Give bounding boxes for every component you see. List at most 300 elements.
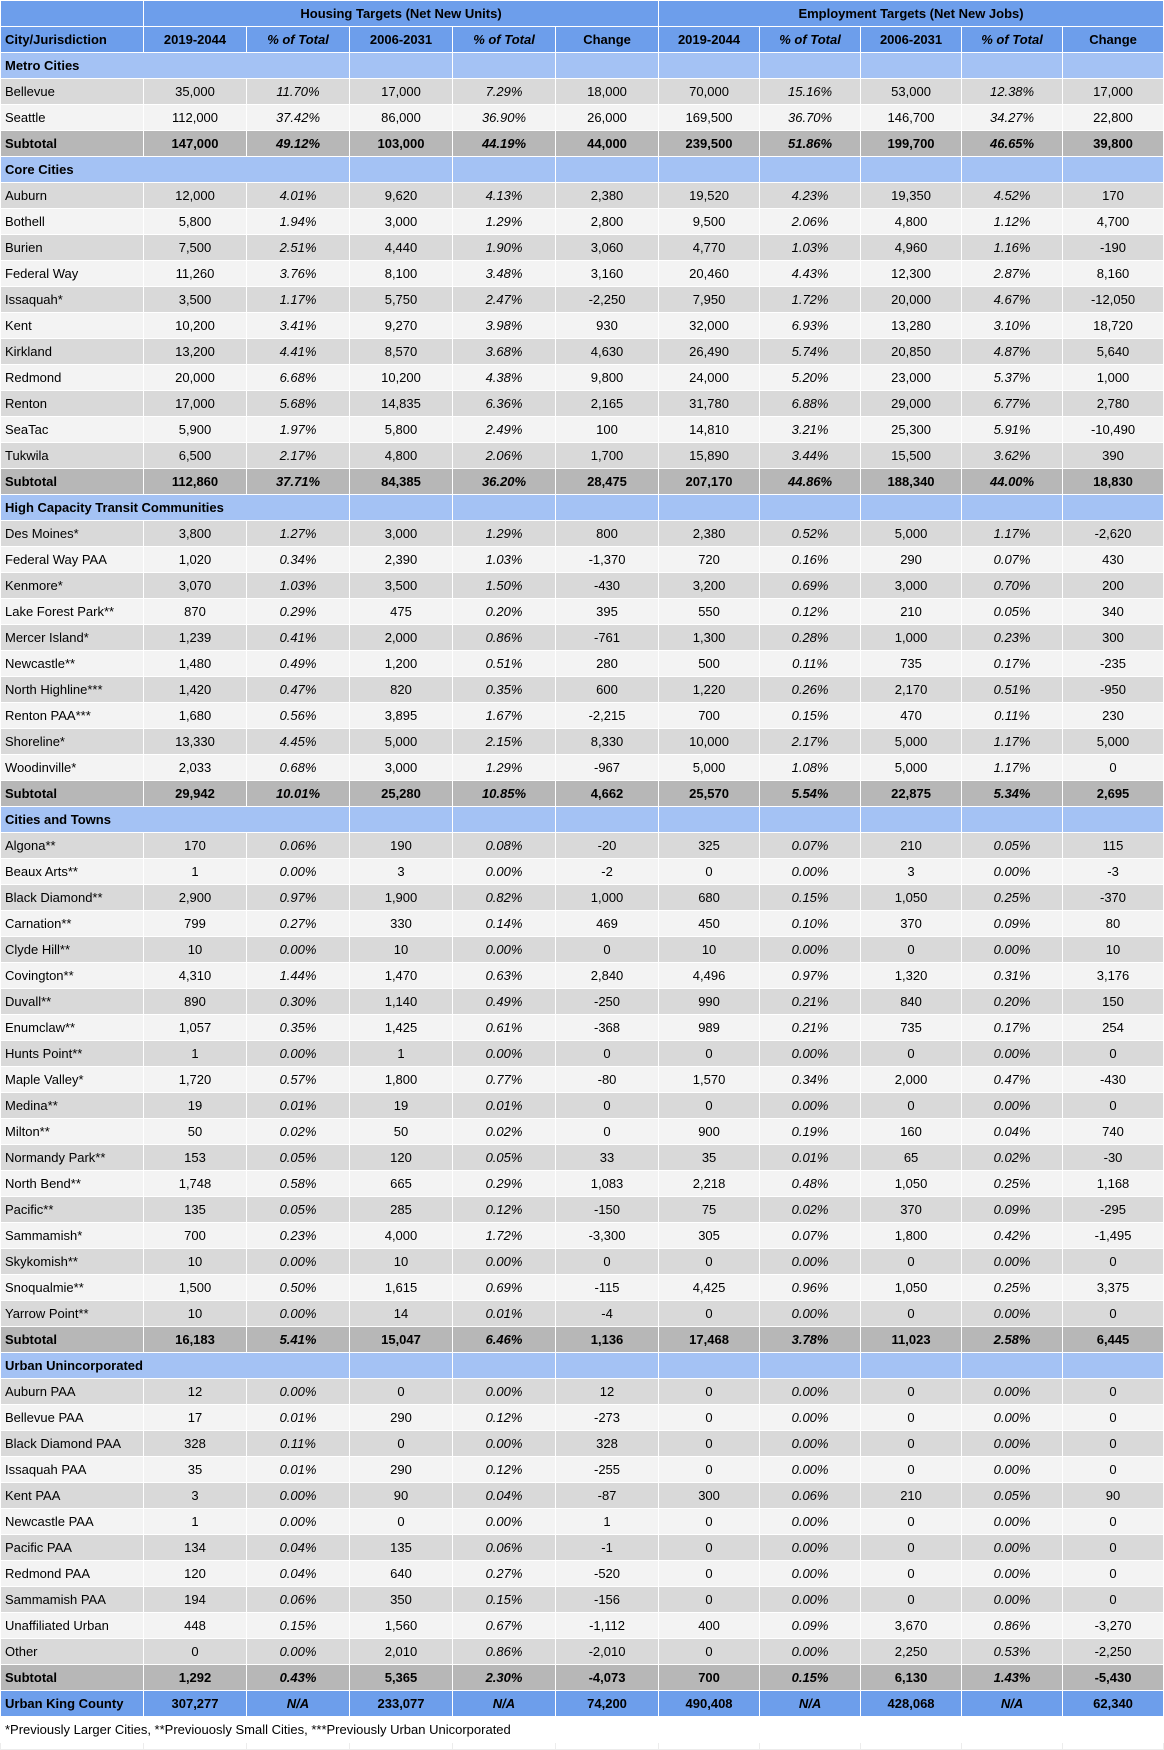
value-cell[interactable]: 0.49% — [453, 989, 556, 1015]
city-cell[interactable]: Duvall** — [1, 989, 144, 1015]
value-cell[interactable]: 1.29% — [453, 209, 556, 235]
city-cell[interactable]: Hunts Point** — [1, 1041, 144, 1067]
value-cell[interactable]: 2,800 — [556, 209, 659, 235]
value-cell[interactable]: 0 — [556, 1093, 659, 1119]
value-cell[interactable]: 1.72% — [453, 1223, 556, 1249]
value-cell[interactable]: 19 — [144, 1093, 247, 1119]
value-cell[interactable]: 169,500 — [659, 105, 760, 131]
value-cell[interactable]: 0 — [659, 1457, 760, 1483]
value-cell[interactable]: 1.90% — [453, 235, 556, 261]
value-cell[interactable]: 9,620 — [350, 183, 453, 209]
value-cell[interactable]: 3.98% — [453, 313, 556, 339]
value-cell[interactable]: 1,615 — [350, 1275, 453, 1301]
value-cell[interactable]: 0.51% — [962, 677, 1063, 703]
empty-cell[interactable] — [556, 53, 659, 79]
value-cell[interactable]: 50 — [350, 1119, 453, 1145]
value-cell[interactable]: 0 — [659, 1249, 760, 1275]
value-cell[interactable]: 640 — [350, 1561, 453, 1587]
value-cell[interactable]: 0.70% — [962, 573, 1063, 599]
value-cell[interactable]: 1.72% — [760, 287, 861, 313]
value-cell[interactable]: 3,895 — [350, 703, 453, 729]
empty-cell[interactable] — [659, 157, 760, 183]
value-cell[interactable]: 800 — [556, 521, 659, 547]
value-cell[interactable]: 4.43% — [760, 261, 861, 287]
value-cell[interactable]: 75 — [659, 1197, 760, 1223]
value-cell[interactable]: 1 — [144, 1509, 247, 1535]
value-cell[interactable]: 35 — [144, 1457, 247, 1483]
value-cell[interactable]: 0.01% — [453, 1093, 556, 1119]
value-cell[interactable]: -1,370 — [556, 547, 659, 573]
city-cell[interactable]: Pacific** — [1, 1197, 144, 1223]
value-cell[interactable]: -4 — [556, 1301, 659, 1327]
section-title-cell[interactable]: Urban Unincorporated — [1, 1353, 350, 1379]
value-cell[interactable]: 930 — [556, 313, 659, 339]
value-cell[interactable]: 9,500 — [659, 209, 760, 235]
value-cell[interactable]: 1.43% — [962, 1665, 1063, 1691]
value-cell[interactable]: -250 — [556, 989, 659, 1015]
value-cell[interactable]: -370 — [1063, 885, 1164, 911]
city-cell[interactable]: Newcastle PAA — [1, 1509, 144, 1535]
value-cell[interactable]: 0.00% — [760, 1379, 861, 1405]
value-cell[interactable]: 10,200 — [350, 365, 453, 391]
value-cell[interactable]: 1.12% — [962, 209, 1063, 235]
value-cell[interactable]: 0.00% — [453, 1431, 556, 1457]
empty-cell[interactable] — [962, 157, 1063, 183]
value-cell[interactable]: 0.00% — [760, 1639, 861, 1665]
value-cell[interactable]: 390 — [1063, 443, 1164, 469]
value-cell[interactable]: 15,500 — [861, 443, 962, 469]
city-cell[interactable]: Bellevue — [1, 79, 144, 105]
value-cell[interactable]: 0.12% — [453, 1405, 556, 1431]
value-cell[interactable]: -967 — [556, 755, 659, 781]
value-cell[interactable]: 19,520 — [659, 183, 760, 209]
value-cell[interactable]: 199,700 — [861, 131, 962, 157]
value-cell[interactable]: 2.58% — [962, 1327, 1063, 1353]
value-cell[interactable]: 18,830 — [1063, 469, 1164, 495]
value-cell[interactable]: 989 — [659, 1015, 760, 1041]
value-cell[interactable]: 1.03% — [453, 547, 556, 573]
city-cell[interactable]: Tukwila — [1, 443, 144, 469]
value-cell[interactable]: 3,070 — [144, 573, 247, 599]
value-cell[interactable]: 0.15% — [760, 885, 861, 911]
subtotal-label-cell[interactable]: Subtotal — [1, 781, 144, 807]
value-cell[interactable]: 0 — [1063, 1535, 1164, 1561]
value-cell[interactable]: 0.16% — [760, 547, 861, 573]
value-cell[interactable]: 470 — [861, 703, 962, 729]
value-cell[interactable]: 210 — [861, 1483, 962, 1509]
value-cell[interactable]: 36.20% — [453, 469, 556, 495]
value-cell[interactable]: 135 — [350, 1535, 453, 1561]
value-cell[interactable]: 0.05% — [962, 599, 1063, 625]
value-cell[interactable]: 0 — [659, 859, 760, 885]
value-cell[interactable]: 5,800 — [144, 209, 247, 235]
value-cell[interactable]: 0 — [861, 937, 962, 963]
value-cell[interactable]: 1,136 — [556, 1327, 659, 1353]
value-cell[interactable]: 0.48% — [760, 1171, 861, 1197]
value-cell[interactable]: 0.35% — [247, 1015, 350, 1041]
value-cell[interactable]: 0 — [556, 1119, 659, 1145]
value-cell[interactable]: 5,800 — [350, 417, 453, 443]
value-cell[interactable]: 0.15% — [247, 1613, 350, 1639]
value-cell[interactable]: 3.62% — [962, 443, 1063, 469]
value-cell[interactable]: 210 — [861, 599, 962, 625]
group-header-cell[interactable]: Employment Targets (Net New Jobs) — [659, 1, 1164, 27]
value-cell[interactable]: 0.11% — [247, 1431, 350, 1457]
city-cell[interactable]: Issaquah PAA — [1, 1457, 144, 1483]
value-cell[interactable]: 6.88% — [760, 391, 861, 417]
empty-cell[interactable] — [350, 157, 453, 183]
value-cell[interactable]: 11,023 — [861, 1327, 962, 1353]
value-cell[interactable]: 4.67% — [962, 287, 1063, 313]
value-cell[interactable]: 4,630 — [556, 339, 659, 365]
value-cell[interactable]: 1,480 — [144, 651, 247, 677]
value-cell[interactable]: 239,500 — [659, 131, 760, 157]
total-label-cell[interactable]: Urban King County — [1, 1691, 144, 1717]
empty-cell[interactable] — [556, 157, 659, 183]
value-cell[interactable]: 170 — [144, 833, 247, 859]
value-cell[interactable]: 2,780 — [1063, 391, 1164, 417]
city-cell[interactable]: Kent PAA — [1, 1483, 144, 1509]
value-cell[interactable]: 0 — [1063, 1561, 1164, 1587]
value-cell[interactable]: 0 — [861, 1301, 962, 1327]
value-cell[interactable]: 1.29% — [453, 521, 556, 547]
value-cell[interactable]: 0.02% — [247, 1119, 350, 1145]
value-cell[interactable]: 200 — [1063, 573, 1164, 599]
value-cell[interactable]: 0 — [350, 1509, 453, 1535]
city-cell[interactable]: Snoqualmie** — [1, 1275, 144, 1301]
value-cell[interactable]: 1,000 — [556, 885, 659, 911]
value-cell[interactable]: -10,490 — [1063, 417, 1164, 443]
empty-cell[interactable] — [453, 495, 556, 521]
value-cell[interactable]: 740 — [1063, 1119, 1164, 1145]
value-cell[interactable]: 1,292 — [144, 1665, 247, 1691]
value-cell[interactable]: 5,640 — [1063, 339, 1164, 365]
value-cell[interactable]: 0 — [350, 1431, 453, 1457]
value-cell[interactable]: 6.77% — [962, 391, 1063, 417]
value-cell[interactable]: 5.20% — [760, 365, 861, 391]
empty-cell[interactable] — [1063, 53, 1164, 79]
value-cell[interactable]: 6.68% — [247, 365, 350, 391]
value-cell[interactable]: 3.68% — [453, 339, 556, 365]
city-cell[interactable]: Enumclaw** — [1, 1015, 144, 1041]
value-cell[interactable]: 0.28% — [760, 625, 861, 651]
empty-cell[interactable] — [861, 53, 962, 79]
empty-cell[interactable] — [659, 53, 760, 79]
value-cell[interactable]: 0 — [659, 1587, 760, 1613]
value-cell[interactable]: 4.87% — [962, 339, 1063, 365]
value-cell[interactable]: 10.01% — [247, 781, 350, 807]
value-cell[interactable]: 8,570 — [350, 339, 453, 365]
value-cell[interactable]: 0.01% — [453, 1301, 556, 1327]
value-cell[interactable]: 680 — [659, 885, 760, 911]
value-cell[interactable]: 1,300 — [659, 625, 760, 651]
empty-cell[interactable] — [659, 495, 760, 521]
value-cell[interactable]: 46.65% — [962, 131, 1063, 157]
value-cell[interactable]: 0.51% — [453, 651, 556, 677]
value-cell[interactable]: 1.97% — [247, 417, 350, 443]
value-cell[interactable]: 1 — [144, 1041, 247, 1067]
value-cell[interactable]: 0.00% — [760, 1457, 861, 1483]
value-cell[interactable]: 0.35% — [453, 677, 556, 703]
value-cell[interactable]: 0 — [861, 1405, 962, 1431]
value-cell[interactable]: 8,100 — [350, 261, 453, 287]
value-cell[interactable]: 5,000 — [350, 729, 453, 755]
value-cell[interactable]: 0.00% — [760, 1405, 861, 1431]
value-cell[interactable]: 2,165 — [556, 391, 659, 417]
value-cell[interactable]: 37.71% — [247, 469, 350, 495]
value-cell[interactable]: 0.07% — [760, 833, 861, 859]
value-cell[interactable]: 0.97% — [760, 963, 861, 989]
value-cell[interactable]: 10 — [350, 1249, 453, 1275]
value-cell[interactable]: 1,900 — [350, 885, 453, 911]
value-cell[interactable]: 1.29% — [453, 755, 556, 781]
empty-cell[interactable] — [659, 807, 760, 833]
empty-cell[interactable] — [659, 1353, 760, 1379]
value-cell[interactable]: 0.04% — [962, 1119, 1063, 1145]
value-cell[interactable]: -87 — [556, 1483, 659, 1509]
value-cell[interactable]: 0.14% — [453, 911, 556, 937]
value-cell[interactable]: 39,800 — [1063, 131, 1164, 157]
city-cell[interactable]: Covington** — [1, 963, 144, 989]
empty-cell[interactable] — [760, 53, 861, 79]
value-cell[interactable]: 2,380 — [659, 521, 760, 547]
value-cell[interactable]: 0.17% — [962, 1015, 1063, 1041]
value-cell[interactable]: 300 — [659, 1483, 760, 1509]
value-cell[interactable]: 0.61% — [453, 1015, 556, 1041]
value-cell[interactable]: 51.86% — [760, 131, 861, 157]
value-cell[interactable]: 20,000 — [144, 365, 247, 391]
empty-cell[interactable] — [453, 1353, 556, 1379]
value-cell[interactable]: 18,720 — [1063, 313, 1164, 339]
value-cell[interactable]: 70,000 — [659, 79, 760, 105]
value-cell[interactable]: 4,496 — [659, 963, 760, 989]
value-cell[interactable]: 0.00% — [760, 1249, 861, 1275]
subtotal-label-cell[interactable]: Subtotal — [1, 1327, 144, 1353]
value-cell[interactable]: 600 — [556, 677, 659, 703]
empty-cell[interactable] — [760, 495, 861, 521]
value-cell[interactable]: 2,390 — [350, 547, 453, 573]
value-cell[interactable]: 0.00% — [760, 1561, 861, 1587]
value-cell[interactable]: 0.29% — [453, 1171, 556, 1197]
value-cell[interactable]: 2.15% — [453, 729, 556, 755]
value-cell[interactable]: 6.36% — [453, 391, 556, 417]
value-cell[interactable]: 0.20% — [962, 989, 1063, 1015]
value-cell[interactable]: 4,800 — [350, 443, 453, 469]
value-cell[interactable]: 23,000 — [861, 365, 962, 391]
value-cell[interactable]: 1,720 — [144, 1067, 247, 1093]
value-cell[interactable]: 2,170 — [861, 677, 962, 703]
value-cell[interactable]: 1,800 — [350, 1067, 453, 1093]
value-cell[interactable]: 448 — [144, 1613, 247, 1639]
value-cell[interactable]: 0.06% — [760, 1483, 861, 1509]
empty-cell[interactable] — [760, 807, 861, 833]
value-cell[interactable]: 3 — [861, 859, 962, 885]
value-cell[interactable]: -295 — [1063, 1197, 1164, 1223]
column-header-cell[interactable]: % of Total — [247, 27, 350, 53]
value-cell[interactable]: N/A — [962, 1691, 1063, 1717]
subtotal-label-cell[interactable]: Subtotal — [1, 1665, 144, 1691]
value-cell[interactable]: 3.41% — [247, 313, 350, 339]
value-cell[interactable]: 3,000 — [350, 521, 453, 547]
value-cell[interactable]: 32,000 — [659, 313, 760, 339]
value-cell[interactable]: 36.70% — [760, 105, 861, 131]
value-cell[interactable]: 0.52% — [760, 521, 861, 547]
value-cell[interactable]: 0.00% — [453, 1509, 556, 1535]
value-cell[interactable]: 34.27% — [962, 105, 1063, 131]
value-cell[interactable]: 36.90% — [453, 105, 556, 131]
value-cell[interactable]: 0 — [1063, 1509, 1164, 1535]
city-cell[interactable]: Milton** — [1, 1119, 144, 1145]
empty-cell[interactable] — [453, 807, 556, 833]
value-cell[interactable]: 160 — [861, 1119, 962, 1145]
value-cell[interactable]: 153 — [144, 1145, 247, 1171]
value-cell[interactable]: 1,050 — [861, 1171, 962, 1197]
value-cell[interactable]: 4.52% — [962, 183, 1063, 209]
city-cell[interactable]: Sammamish PAA — [1, 1587, 144, 1613]
value-cell[interactable]: 0.69% — [760, 573, 861, 599]
value-cell[interactable]: 700 — [659, 1665, 760, 1691]
value-cell[interactable]: 870 — [144, 599, 247, 625]
value-cell[interactable]: 0 — [861, 1379, 962, 1405]
value-cell[interactable]: 10 — [144, 1249, 247, 1275]
value-cell[interactable]: 6.46% — [453, 1327, 556, 1353]
value-cell[interactable]: -2 — [556, 859, 659, 885]
value-cell[interactable]: 0 — [556, 937, 659, 963]
value-cell[interactable]: 0.00% — [962, 1457, 1063, 1483]
value-cell[interactable]: -4,073 — [556, 1665, 659, 1691]
value-cell[interactable]: -2,250 — [556, 287, 659, 313]
value-cell[interactable]: 0.00% — [962, 937, 1063, 963]
value-cell[interactable]: 12 — [144, 1379, 247, 1405]
value-cell[interactable]: 1.27% — [247, 521, 350, 547]
value-cell[interactable]: 0.00% — [760, 1587, 861, 1613]
value-cell[interactable]: 0.11% — [962, 703, 1063, 729]
value-cell[interactable]: 5,000 — [861, 521, 962, 547]
value-cell[interactable]: -80 — [556, 1067, 659, 1093]
value-cell[interactable]: 340 — [1063, 599, 1164, 625]
value-cell[interactable]: 80 — [1063, 911, 1164, 937]
value-cell[interactable]: 14 — [350, 1301, 453, 1327]
value-cell[interactable]: -2,620 — [1063, 521, 1164, 547]
value-cell[interactable]: 330 — [350, 911, 453, 937]
value-cell[interactable]: 4.38% — [453, 365, 556, 391]
city-cell[interactable]: Kenmore* — [1, 573, 144, 599]
value-cell[interactable]: 0 — [659, 1561, 760, 1587]
value-cell[interactable]: -2,250 — [1063, 1639, 1164, 1665]
value-cell[interactable]: 0.25% — [962, 885, 1063, 911]
value-cell[interactable]: 11,260 — [144, 261, 247, 287]
subtotal-label-cell[interactable]: Subtotal — [1, 131, 144, 157]
value-cell[interactable]: 1 — [144, 859, 247, 885]
value-cell[interactable]: 7,950 — [659, 287, 760, 313]
value-cell[interactable]: -190 — [1063, 235, 1164, 261]
value-cell[interactable]: 1.17% — [247, 287, 350, 313]
value-cell[interactable]: 290 — [350, 1405, 453, 1431]
value-cell[interactable]: 0.12% — [453, 1197, 556, 1223]
value-cell[interactable]: 0 — [1063, 1431, 1164, 1457]
column-header-cell[interactable]: % of Total — [760, 27, 861, 53]
value-cell[interactable]: 0.15% — [453, 1587, 556, 1613]
value-cell[interactable]: 1.17% — [962, 755, 1063, 781]
value-cell[interactable]: 0.25% — [962, 1171, 1063, 1197]
city-cell[interactable]: Federal Way — [1, 261, 144, 287]
value-cell[interactable]: 0 — [861, 1535, 962, 1561]
value-cell[interactable]: 665 — [350, 1171, 453, 1197]
value-cell[interactable]: 15,047 — [350, 1327, 453, 1353]
value-cell[interactable]: 0.27% — [247, 911, 350, 937]
value-cell[interactable]: 990 — [659, 989, 760, 1015]
value-cell[interactable]: 3 — [350, 859, 453, 885]
value-cell[interactable]: 0.00% — [962, 1405, 1063, 1431]
city-cell[interactable]: Redmond — [1, 365, 144, 391]
value-cell[interactable]: 0.15% — [760, 703, 861, 729]
value-cell[interactable]: 17,000 — [1063, 79, 1164, 105]
value-cell[interactable]: -520 — [556, 1561, 659, 1587]
value-cell[interactable]: 1.16% — [962, 235, 1063, 261]
value-cell[interactable]: 0.47% — [247, 677, 350, 703]
value-cell[interactable]: 0.29% — [247, 599, 350, 625]
value-cell[interactable]: 0.11% — [760, 651, 861, 677]
column-header-cell[interactable]: Change — [1063, 27, 1164, 53]
value-cell[interactable]: 0.06% — [453, 1535, 556, 1561]
empty-cell[interactable] — [556, 807, 659, 833]
city-cell[interactable]: Burien — [1, 235, 144, 261]
city-cell[interactable]: Clyde Hill** — [1, 937, 144, 963]
value-cell[interactable]: N/A — [453, 1691, 556, 1717]
value-cell[interactable]: 0.17% — [962, 651, 1063, 677]
value-cell[interactable]: 1 — [350, 1041, 453, 1067]
value-cell[interactable]: 170 — [1063, 183, 1164, 209]
value-cell[interactable]: 1,800 — [861, 1223, 962, 1249]
value-cell[interactable]: 207,170 — [659, 469, 760, 495]
value-cell[interactable]: 2.06% — [760, 209, 861, 235]
value-cell[interactable]: 1,220 — [659, 677, 760, 703]
value-cell[interactable]: 0 — [861, 1587, 962, 1613]
value-cell[interactable]: 1,057 — [144, 1015, 247, 1041]
value-cell[interactable]: 86,000 — [350, 105, 453, 131]
value-cell[interactable]: 0 — [659, 1405, 760, 1431]
value-cell[interactable]: 900 — [659, 1119, 760, 1145]
value-cell[interactable]: 0.00% — [760, 1041, 861, 1067]
value-cell[interactable]: 19,350 — [861, 183, 962, 209]
value-cell[interactable]: 0.53% — [962, 1639, 1063, 1665]
value-cell[interactable]: 3,000 — [350, 755, 453, 781]
value-cell[interactable]: 1,050 — [861, 1275, 962, 1301]
value-cell[interactable]: 1,320 — [861, 963, 962, 989]
city-cell[interactable]: Renton PAA*** — [1, 703, 144, 729]
value-cell[interactable]: 6,445 — [1063, 1327, 1164, 1353]
value-cell[interactable]: -1,112 — [556, 1613, 659, 1639]
value-cell[interactable]: 3,000 — [861, 573, 962, 599]
value-cell[interactable]: -115 — [556, 1275, 659, 1301]
value-cell[interactable]: -368 — [556, 1015, 659, 1041]
value-cell[interactable]: 29,942 — [144, 781, 247, 807]
value-cell[interactable]: 2,900 — [144, 885, 247, 911]
value-cell[interactable]: 0.23% — [247, 1223, 350, 1249]
value-cell[interactable]: 0.68% — [247, 755, 350, 781]
value-cell[interactable]: 14,810 — [659, 417, 760, 443]
value-cell[interactable]: 0.00% — [962, 1301, 1063, 1327]
value-cell[interactable]: 0.02% — [962, 1145, 1063, 1171]
empty-cell[interactable] — [350, 807, 453, 833]
city-cell[interactable]: Beaux Arts** — [1, 859, 144, 885]
value-cell[interactable]: 230 — [1063, 703, 1164, 729]
value-cell[interactable]: 0 — [1063, 1457, 1164, 1483]
city-cell[interactable]: Medina** — [1, 1093, 144, 1119]
value-cell[interactable]: 2.17% — [760, 729, 861, 755]
value-cell[interactable]: 4.13% — [453, 183, 556, 209]
value-cell[interactable]: 0 — [861, 1457, 962, 1483]
